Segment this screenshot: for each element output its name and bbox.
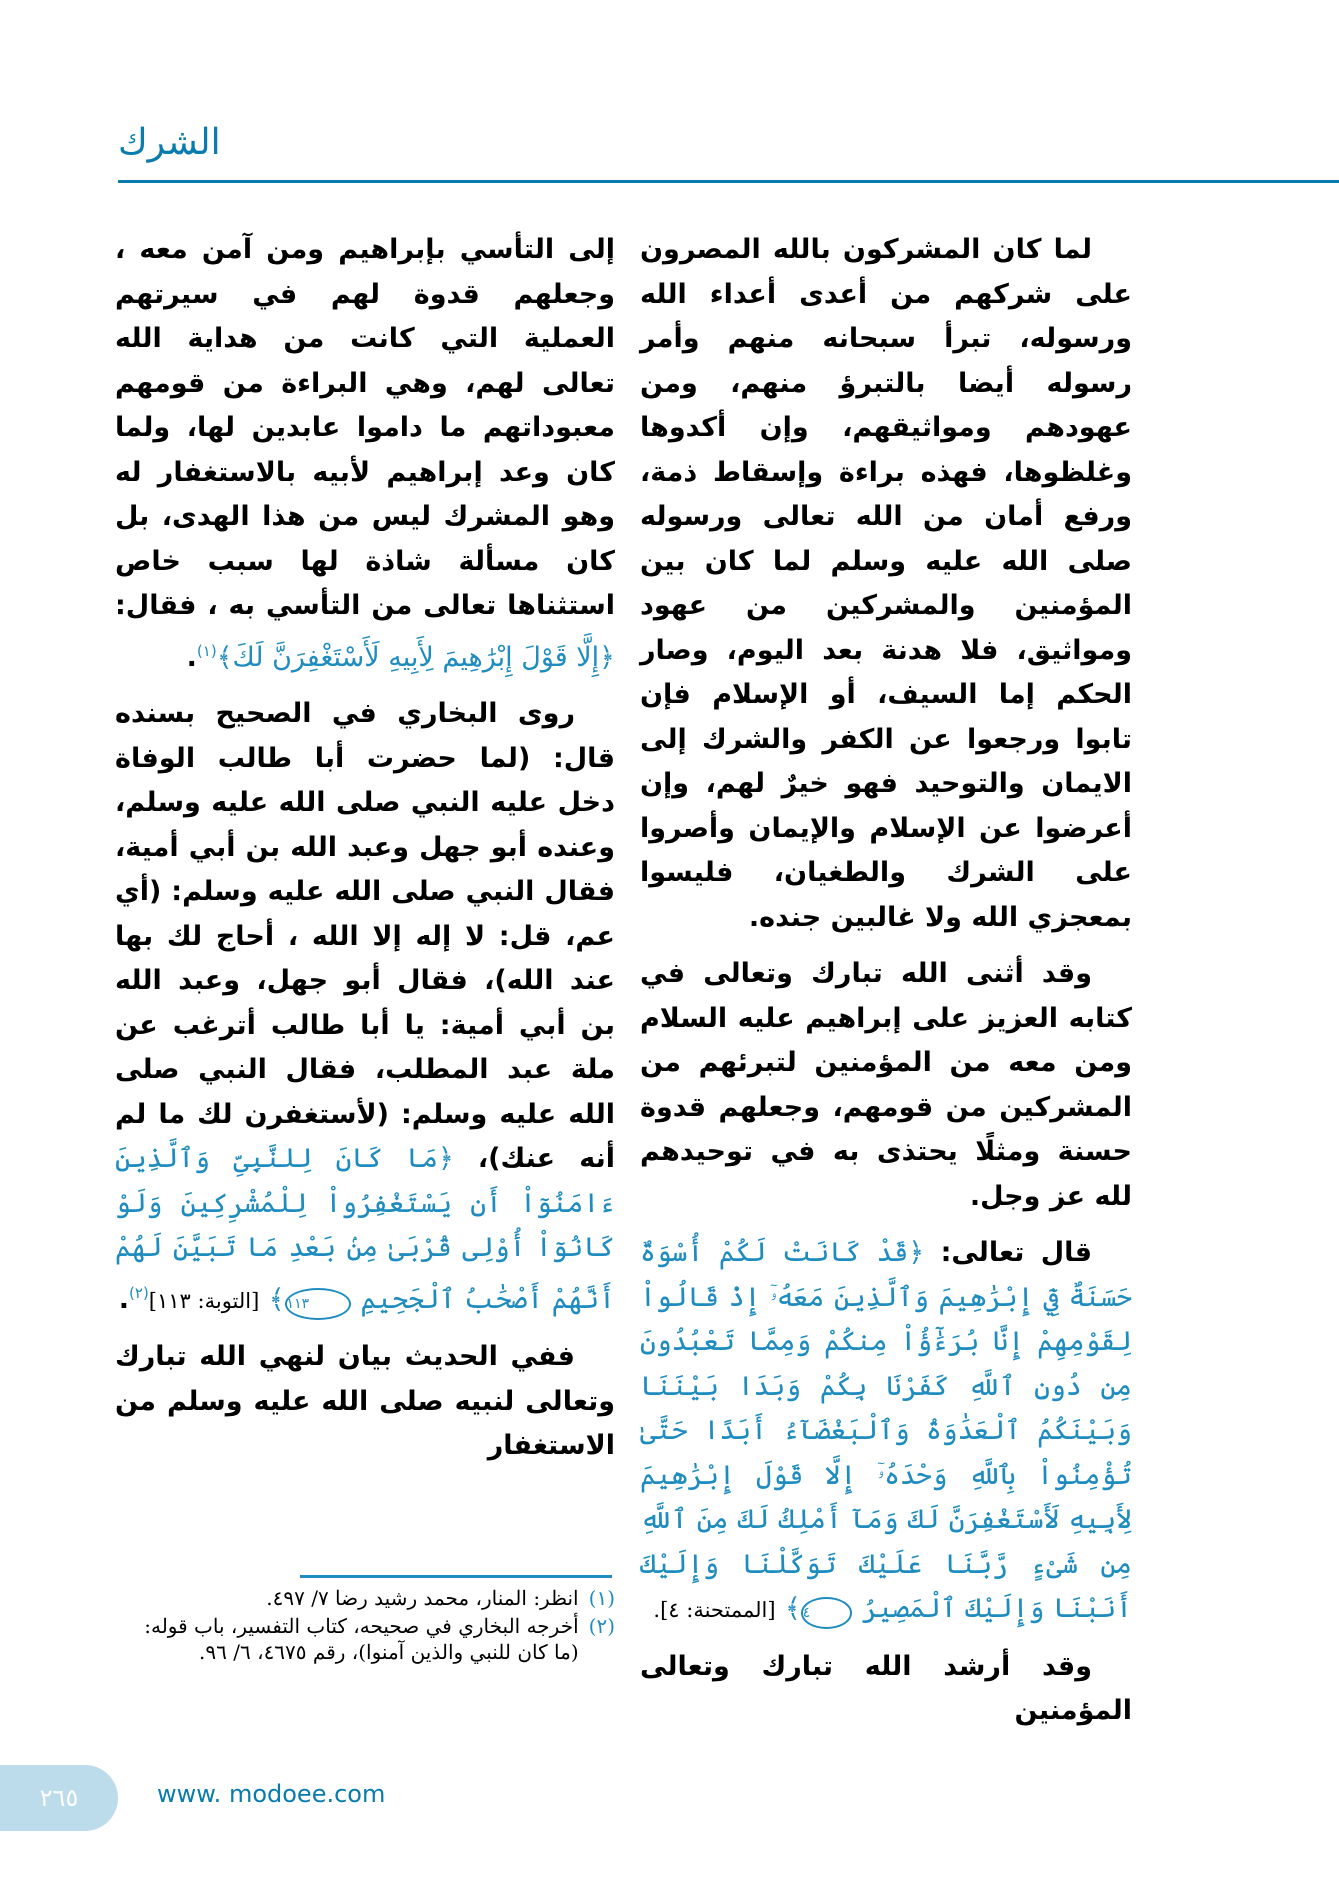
period: . [186,641,197,673]
right-column [640,228,1132,1746]
paragraph: وقد أثنى الله تبارك وتعالى في كتابه العزيز على إبراهيم عليه السلام ومن معه من المؤمنين لتبرئهم من المشركين من قومهم، وجعلهم قدوة حسنة ومثلًا يحتذى به في توحيدهم لله عز وجل. [640,958,1132,1212]
ornament-close-icon: ﴾ [784,1593,801,1624]
footnote-divider [300,1575,612,1578]
page-number: ٢٦٥ [0,1765,118,1831]
quran-paragraph [640,1231,1132,1633]
footnote-item [115,1613,615,1665]
website-link[interactable]: www. modoee.com [157,1780,386,1808]
paragraph: وقد أرشد الله تبارك وتعالى المؤمنين [640,1650,1132,1726]
footnote-number: (٢) [588,1614,615,1638]
quran-verse: مَا كَانَ لِلنَّبِىِّ وَٱلَّذِينَ ءَامَنُوٓاْ أَن يَسْتَغْفِرُواْ لِلْمُشْرِكِينَ وَلَوْ كَانُوٓاْ أُوْلِى قُرْبَىٰ مِنۢ بَعْدِ مَا تَبَيَّنَ لَهُمْ أَنَّهُمْ أَصْحَٰبُ ٱلْجَحِيمِ [115,1143,615,1315]
period: . [118,1283,130,1315]
footnote-item [115,1585,615,1611]
footnote-text: انظر: المنار، محمد رشيد رضا ٧/ ٤٩٧. [266,1586,579,1610]
quran-verse: قَدْ كَانَتْ لَكُمْ أُسْوَةٌ حَسَنَةٌ فِيٓ إِبْرَٰهِيمَ وَٱلَّذِينَ مَعَهُۥٓ إِذْ قَالُواْ لِقَوْمِهِمْ إِنَّا بُرَءَٰٓؤُاْ مِنكُمْ وَمِمَّا تَعْبُدُونَ مِن دُونِ ٱللَّهِ كَفَرْنَا بِكُمْ وَبَدَا بَيْنَنَا وَبَيْنَكُمُ ٱلْعَدَٰوَةُ وَٱلْبَغْضَآءُ أَبَدًا حَتَّىٰ تُؤْمِنُواْ بِٱللَّهِ وَحْدَهُۥٓ إِلَّا قَوْلَ إِبْرَٰهِيمَ لِأَبِيهِ لَأَسْتَغْفِرَنَّ لَكَ وَمَآ أَمْلِكُ لَكَ مِنَ ٱللَّهِ مِن شَىْءٍ رَّبَّنَا عَلَيْكَ تَوَكَّلْنَا وَإِلَيْكَ أَنَبْنَا وَإِلَيْكَ ٱلْمَصِيرُ [640,1237,1132,1624]
header-divider [118,180,1339,183]
footnote-text: أخرجه البخاري في صحيحه، كتاب التفسير، باب قوله: (ما كان للنبي والذين آمنوا)، رقم ٤٦٧٥، ٦/ ٩٦. [144,1614,579,1664]
quran-verse: إِلَّا قَوْلَ إِبْرَٰهِيمَ لِأَبِيهِ لَأَسْتَغْفِرَنَّ لَكَ [232,641,600,673]
ornament-close-icon: ﴾ [216,641,233,673]
page-title: الشرك [118,122,221,163]
ornament-close-icon: ﴾ [268,1283,285,1315]
quote-intro: قال تعالى: [940,1237,1092,1268]
ayah-number-badge: ٤ [801,1597,853,1629]
paragraph: لما كان المشركون بالله المصرون على شركهم من أعدى أعداء الله ورسوله، تبرأ سبحانه منهم وأمر رسوله أيضا بالتبرؤ منهم، ومن عهودهم ومواثيقهم، وإن أكدوها وغلظوها، فهذه براءة وإسقاط ذمة، ورفع أمان من الله تعالى ورسوله صلى الله عليه وسلم لما كان بين المؤمنين والمشركين من عهود ومواثيق، فلا هدنة بعد اليوم، وصار الحكم إما السيف، أو الإسلام فإن تابوا ورجعوا عن الكفر والشرك إلى الايمان والتوحيد فهو خيرٌ لهم، وإن أعرضوا عن الإسلام والإيمان وأصروا على الشرك والطغيان، فليسوا بمعجزي الله ولا غالبين جنده. [640,234,1132,933]
paragraph-text: روى البخاري في الصحيح بسنده قال: (لما حضرت أبا طالب الوفاة دخل عليه النبي صلى الله عليه وسلم، وعنده أبو جهل وعبد الله بن أبي أمية، فقال النبي صلى الله عليه وسلم: (أي عم، قل: لا إله إلا الله ، أحاج لك بها عند الله)، فقال أبو جهل، وعبد الله بن أبي أمية: يا أبا طالب أترغب عن ملة عبد المطلب، فقال النبي صلى الله عليه وسلم: (لأستغفرن لك ما لم أنه عنك)، [115,698,615,1174]
paragraph: ففي الحديث بيان لنهي الله تبارك وتعالى لنبيه صلى الله عليه وسلم من الاستغفار [115,1341,615,1461]
paragraph [115,228,615,680]
ayah-number-badge: ١١٣ [285,1288,352,1320]
footnote-ref[interactable]: (٢) [129,1283,149,1302]
footnote-number: (١) [588,1586,615,1610]
ornament-open-icon: ﴿ [437,1143,454,1174]
ornament-open-icon: ﴿ [599,641,615,673]
footnote-ref[interactable]: (١) [196,641,217,660]
surah-reference: [التوبة: ١١٣] [148,1288,260,1313]
left-column [115,228,615,1481]
ornament-open-icon: ﴿ [908,1237,925,1268]
footnotes [115,1585,615,1667]
surah-reference: [الممتحنة: ٤]. [653,1598,776,1622]
paragraph [115,692,615,1323]
paragraph-text: إلى التأسي بإبراهيم ومن آمن معه ، وجعلهم قدوة لهم في سيرتهم العملية التي كانت من هداية الله تعالى لهم، وهي البراءة من قومهم معبوداتهم ما داموا عابدين لها، ولما كان وعد إبراهيم لأبيه بالاستغفار له وهو المشرك ليس من هذا الهدى، بل كان مسألة شاذة لها سبب خاص استثناها تعالى من التأسي به ، فقال: [115,234,615,621]
